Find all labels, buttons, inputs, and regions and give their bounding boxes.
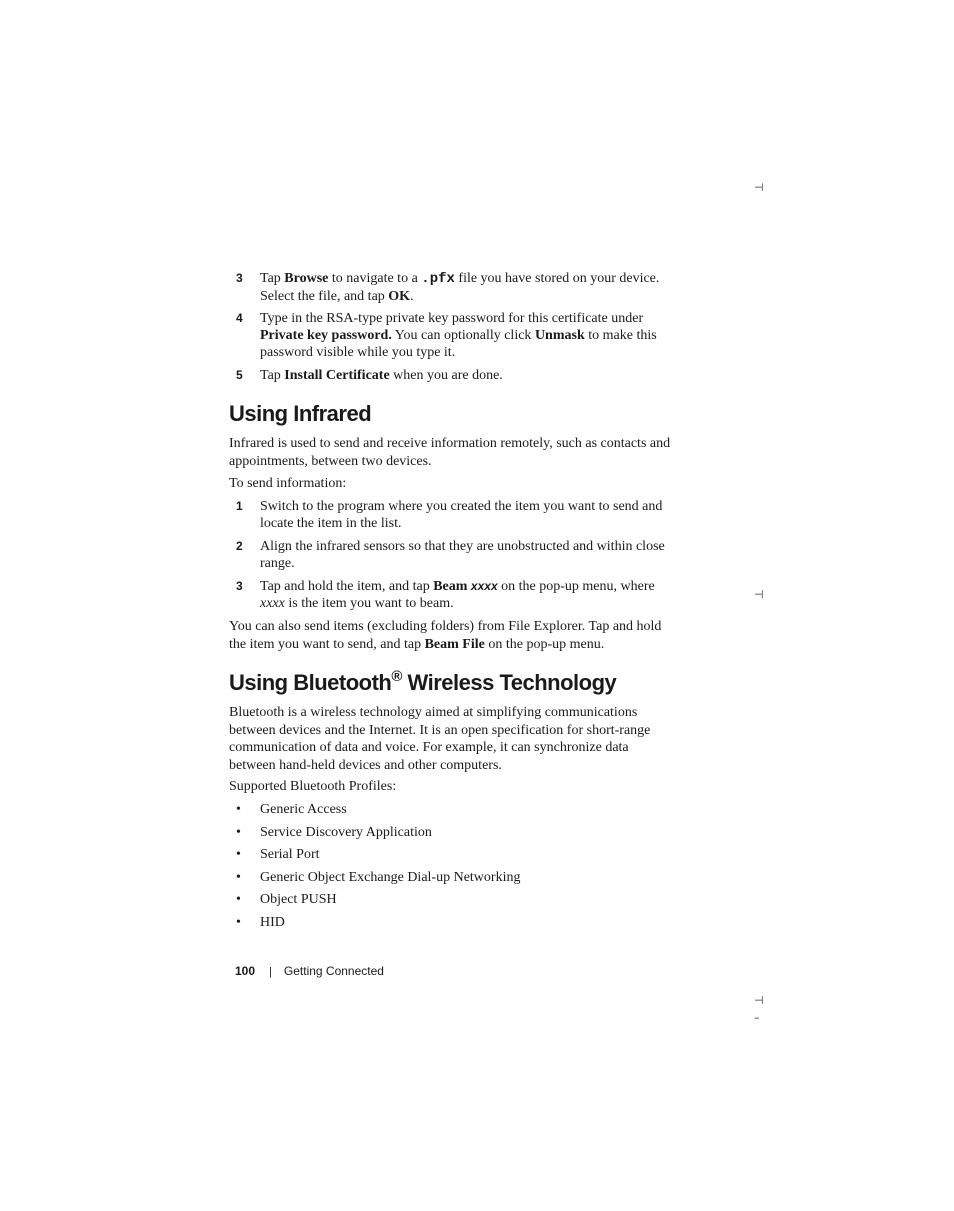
item-placeholder: xxxx — [260, 596, 285, 611]
infrared-to-send: To send information: — [229, 476, 347, 491]
crop-mark-bottom-right: ⊣ — [754, 994, 764, 1007]
document-page: ⊣ ⊣ ⊣ – 3 Tap Browse to navigate to a .pfx file you have stored on your device. Select the file, and tap OK. 4 Type in the RSA-type private key password for this certificate under Private key password. You can optionally click Unmask to make this password visible while you type it. 5 Tap Install Certificate when you are done. Using Infrared Infrared is used to send and receive information remotely, such as contacts and appointments, between two devices. To send information: 1 Switch to the program where you created the item you want to send and locate the item in the list. 2 Align the infrared sensors so that they are unobstructed and within close range. 3 Tap and hold the item, and tap Beam xxxx on the pop-up menu, where xxxx is the item you want to beam. You can also send items (excluding folders) from File Explorer. Tap and hold the item you want to send, and tap Beam File on the pop-up menu. Using Bluetooth® Wireless Technology Bluetooth is a wireless technology aimed at simplifying communications between devices and the Internet. It is an open specification for short-range communication of data and voice. For example, it can synchronize data between hand-held devices and other computers. Supported Bluetooth Profiles: • Generic Access • Service Discovery Application • Serial Port • Generic Object Exchange Dial-up Networking • Object PUSH • HID 100 | Getting Connected — [229, 181, 764, 1024]
footer-section-title: Getting Connected — [283, 964, 384, 978]
bullet-icon: • — [236, 847, 241, 862]
infrared-heading: Using Infrared — [229, 401, 372, 426]
crop-mark-mid-right: ⊣ — [754, 588, 764, 601]
infrared-intro: Infrared is used to send and receive information remotely, such as contacts and appointments, between two devices. — [229, 436, 671, 469]
footer-separator: | — [269, 966, 272, 978]
bluetooth-profiles-label: Supported Bluetooth Profiles: — [229, 779, 397, 794]
private-key-password-term: Private key password. — [260, 328, 392, 343]
step-text: Tap Install Certificate when you are done. — [260, 368, 503, 383]
bullet-icon: • — [236, 892, 241, 907]
unmask-term: Unmask — [534, 328, 585, 343]
bullet-icon: • — [236, 802, 241, 817]
step-text: Switch to the program where you created the item you want to send and locate the item in the list. — [260, 499, 663, 531]
step-number: 4 — [236, 311, 243, 325]
beam-term: Beam — [433, 579, 471, 594]
page-number: 100 — [235, 964, 256, 978]
beam-file-term: Beam File — [424, 636, 485, 652]
bullet-icon: • — [236, 870, 241, 885]
ok-term: OK — [388, 289, 411, 304]
page-footer — [235, 964, 384, 978]
step-text: Align the infrared sensors so that they are unobstructed and within close range. — [260, 539, 665, 571]
bluetooth-heading: Using Bluetooth® Wireless Technology — [229, 668, 617, 695]
browse-term: Browse — [284, 271, 329, 286]
step-number: 3 — [236, 271, 243, 285]
beam-item-placeholder: xxxx — [470, 579, 498, 593]
step-number: 1 — [236, 499, 243, 513]
registered-mark: ® — [391, 668, 402, 685]
step-number: 2 — [236, 539, 243, 553]
step-text: Type in the RSA-type private key password for this certificate under Private key password. You can optionally click Unmask to make this password visible while you type it. — [260, 311, 657, 360]
install-certificate-term: Install Certificate — [284, 368, 390, 383]
step-number: 3 — [236, 579, 243, 593]
crop-mark-bottom-right-dash: – — [754, 1011, 760, 1024]
pfx-extension: .pfx — [421, 271, 455, 287]
crop-mark-top-right: ⊣ — [754, 181, 764, 194]
step-number: 5 — [236, 368, 243, 382]
bullet-icon: • — [236, 825, 241, 840]
step-text: Tap Browse to navigate to a .pfx file you have stored on your device. Select the file, and tap OK. — [260, 271, 660, 304]
infrared-file-explorer-note: You can also send items (excluding folders) from File Explorer. Tap and hold the item you want to send, and tap Beam File on the pop-up menu. — [229, 619, 662, 652]
bullet-icon: • — [236, 915, 241, 930]
bluetooth-intro: Bluetooth is a wireless technology aimed at simplifying communications between devices and the Internet. It is an open specification for short-range communication of data and voice. For example, it can synchronize data between hand-held devices and other computers. — [229, 705, 651, 773]
step-text: Tap and hold the item, and tap Beam xxxx on the pop-up menu, where xxxx is the item you want to beam. — [260, 579, 655, 611]
